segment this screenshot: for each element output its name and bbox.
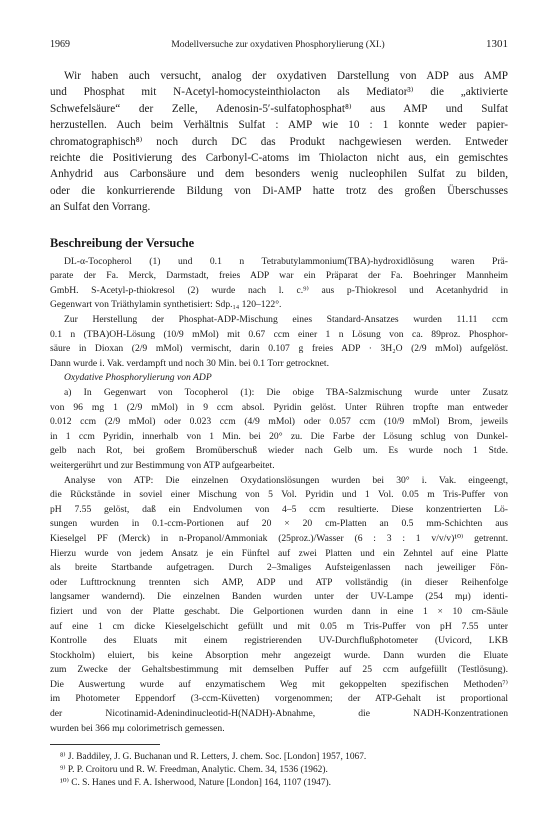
intro-line: reichte die Positivierung des Carbonyl-C-atoms im Thiolacton nicht aus, ein gemischtes bbox=[50, 152, 508, 165]
intro-line: und Phosphat mit N-Acetyl-homocysteinthiolacton als Mediator³⁾ die „aktivierte bbox=[50, 86, 508, 99]
materials-line: GmbH. S-Acetyl-p-thiokresol (2) wurde nach l. c.⁹⁾ aus p-Thiokresol und Acetanhydrid in bbox=[50, 284, 508, 296]
analysis-line: pH 7.55 gelöst, daß ein Endvolumen von 4–5 ccm resultierte. Diese konzentrierten Lö- bbox=[50, 503, 508, 515]
analysis-line: zum Zwecke der Gehaltsbestimmung mit demselben Puffer auf 25 ccm aufgefüllt (Testlösung). bbox=[50, 664, 508, 676]
part-a-line: weitergerührt und zur Bestimmung von ATP aufgearbeitet. bbox=[50, 459, 275, 471]
intro-line: Schwefelsäure“ der Zelle, Adenosin-5′-sulfatophosphat⁸⁾ aus AMP und Sulfat bbox=[50, 102, 508, 115]
header-year: 1969 bbox=[50, 39, 70, 50]
analysis-line: Analyse von ATP: Die einzelnen Oxydationslösungen wurden bei 30° i. Vak. eingeengt, bbox=[64, 474, 508, 486]
analysis-line: der Nicotinamid-Adenindinucleotid-H(NADH)-Abnahme, die NADH-Konzentrationen bbox=[50, 708, 508, 720]
analysis-line: Kieselgel PF (Merck) in n-Propanol/Ammoniak (25proz.)/Wasser (6 : 3 : 1 v/v/v)¹⁰⁾ getrennt. bbox=[50, 532, 508, 544]
running-header bbox=[50, 38, 508, 52]
analysis-line: Die Auswertung wurde auf enzymatischem Weg mit gekoppelten spezifischen Methoden⁷⁾ bbox=[50, 678, 508, 690]
analysis-line: fiziert und von der Platte geschabt. Die Gelportionen wurden dann in eine 1 × 10 cm-Säule bbox=[50, 605, 508, 617]
mixture-line: 0.1 n (TBA)OH-Lösung (10/9 mMol) mit 0.67 ccm einer 1 n Lösung von ca. 89proz. Phosphor- bbox=[50, 328, 508, 340]
footnote: ⁹⁾ P. P. Croitoru und R. W. Freedman, Analytic. Chem. 34, 1536 (1962). bbox=[60, 765, 328, 776]
header-page-number: 1301 bbox=[485, 38, 508, 50]
part-a-line: 0.012 ccm (2/9 mMol) oder 0.023 ccm (4/9 mMol) oder 0.057 ccm (10/9 mMol) Brom, jeweils bbox=[50, 416, 508, 428]
analysis-paragraph bbox=[50, 474, 508, 737]
mixture-line: säure in Dioxan (2/9 mMol) vermischt, darin 0.107 g freies ADP · 3H₂O (2/9 mMol) aufgelöst. bbox=[50, 343, 508, 355]
subheading: Oxydative Phosphorylierung von ADP bbox=[64, 372, 212, 384]
part-a-line: a) In Gegenwart von Tocopherol (1): Die obige TBA-Salzmischung wurde unter Zusatz bbox=[64, 387, 508, 398]
intro-line: Wir haben auch versucht, analog der oxydativen Darstellung von ADP aus AMP bbox=[64, 70, 508, 82]
footnote-divider bbox=[50, 744, 160, 745]
materials-line: DL-α-Tocopherol (1) und 0.1 n Tetrabutylammonium(TBA)-hydroxidlösung waren Prä- bbox=[64, 255, 508, 267]
header-running-title: Modellversuche zur oxydativen Phosphorylierung (XI.) bbox=[171, 39, 385, 50]
part-a-line: gelb nach Rot, bei großem Bromüberschuß wieder nach Gelb um. Es wurde noch 1 Stde. bbox=[50, 445, 508, 457]
analysis-line: die Rückstände in soviel einer Mischung von 5 Vol. Pyridin und 1 Vol. 0.05 m Tris-Puffer von bbox=[50, 489, 508, 501]
part-a-paragraph bbox=[50, 386, 508, 474]
section-heading: Beschreibung der Versuche bbox=[50, 235, 195, 250]
materials-paragraph bbox=[50, 255, 508, 313]
intro-line: Anhydrid aus Carbonsäure und dem besonders wenig nucleophilen Sulfat zu bilden, bbox=[50, 168, 508, 181]
journal-page bbox=[50, 38, 508, 790]
intro-line: herzustellen. Auch beim Verhältnis Sulfat : AMP wie 10 : 1 konnte weder papier- bbox=[50, 119, 508, 132]
intro-line: an Sulfat den Vorrang. bbox=[50, 201, 151, 214]
mixture-paragraph bbox=[50, 313, 508, 371]
analysis-line: sungen wurden in 0.1-ccm-Portionen auf 20 × 20 cm-Platten an 0.5 mm-Schichten aus bbox=[50, 518, 508, 530]
materials-line: parate der Fa. Merck, Darmstadt, freies ADP war ein Präparat der Fa. Boehringer Mannheim bbox=[50, 270, 508, 282]
analysis-line: als breite Startbande aufgetragen. Durch 2–3maliges Aufsteigenlassen nach jeweiliger Fön- bbox=[50, 562, 508, 574]
intro-line: oder die konkurrierende Bildung von Di-AMP hatte trotz des großen Überschusses bbox=[50, 184, 508, 197]
footnote: ¹⁰⁾ C. S. Hanes und F. A. Isherwood, Nature [London] 164, 1107 (1947). bbox=[60, 778, 332, 789]
intro-line: chromatographisch⁸⁾ noch durch DC das Produkt nachgewiesen werden. Entweder bbox=[50, 135, 508, 148]
analysis-line: langsamer wandernd). Die einzelnen Banden wurden unter der UV-Lampe (254 mμ) identi- bbox=[50, 591, 508, 603]
analysis-line: Kontrolle des Eluats mit einem registrierenden UV-Durchflußphotometer (Uvicord, LKB bbox=[50, 635, 508, 647]
materials-line: Gegenwart von Triäthylamin synthetisiert: Sdp.₁₄ 120–122°. bbox=[50, 299, 282, 311]
analysis-line: im Photometer Eppendorf (3-ccm-Küvetten) vorgenommen; der ATP-Gehalt ist proportional bbox=[50, 693, 508, 705]
analysis-line: oder Lufttrocknung trennten sich AMP, ADP und ATP vollständig (in dieser Reihenfolge bbox=[50, 576, 508, 588]
analysis-line: auf eine 1 cm dicke Kieselgelschicht gefüllt und mit 0.05 m Tris-Puffer von pH 7.55 unter bbox=[50, 620, 508, 632]
analysis-line: wurden bei 366 mμ colorimetrisch gemessen. bbox=[50, 722, 225, 734]
mixture-line: Dann wurde i. Vak. verdampft und noch 30 Min. bei 0.1 Torr getrocknet. bbox=[50, 357, 329, 369]
intro-paragraph bbox=[50, 68, 508, 216]
part-a-line: in 1 ccm Pyridin, innerhalb von 1 Min. bei 20° zu. Die Farbe der Lösung schlug von Dunkel- bbox=[50, 430, 508, 442]
analysis-line: Hierzu wurde von jedem Ansatz je ein Fünftel auf zwei Platten und ein Zehntel auf eine Platte bbox=[50, 547, 508, 559]
footnote: ⁸⁾ J. Baddiley, J. G. Buchanan und R. Letters, J. chem. Soc. [London] 1957, 1067. bbox=[60, 752, 367, 763]
mixture-line: Zur Herstellung der Phosphat-ADP-Mischung eines Standard-Ansatzes wurden 11.11 ccm bbox=[64, 314, 508, 326]
part-a-line: von 96 mg 1 (2/9 mMol) in 9 ccm absol. Pyridin gelöst. Unter Rühren tropfte man entweder bbox=[50, 401, 508, 413]
analysis-line: Stockholm) eluiert, bis keine Absorption mehr angezeigt wurde. Dann wurden die Eluate bbox=[50, 649, 508, 661]
